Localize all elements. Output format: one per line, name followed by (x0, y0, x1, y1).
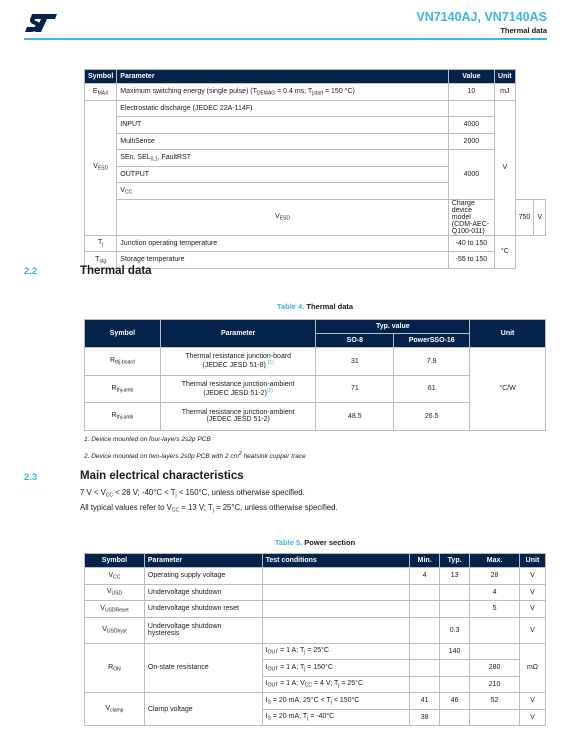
typ-cell: 46 (440, 693, 470, 710)
section-title: Thermal data (80, 265, 152, 277)
table-header-row (85, 70, 546, 84)
max-cell (470, 617, 520, 643)
col-symbol: Symbol (85, 554, 145, 568)
parameter-cell: OUTPUT (117, 166, 448, 183)
symbol-cell: $R_{thj-amb}$ (85, 375, 161, 403)
min-cell (410, 676, 440, 693)
col-unit: Unit (519, 554, 545, 568)
unit-cell: V (495, 100, 516, 235)
unit-cell: °C/W (470, 348, 546, 431)
conditions-line-2: All typical values refer to $V_{CC} = 13$ V; $T_j = 25^\circ C$, unless otherwise specified. (80, 503, 338, 514)
parameter-cell: Storage temperature (117, 252, 448, 269)
table-row (85, 117, 546, 134)
parameter-cell: Operating supply voltage (144, 568, 262, 585)
document-part-numbers: VN7140AJ, VN7140AS (416, 10, 547, 24)
absolute-ratings-table (84, 69, 546, 269)
typ-cell: 140 (440, 643, 470, 660)
col-symbol: Symbol (85, 320, 161, 348)
parameter-cell: Maximum switching energy (single pulse) ($T_{DEMAG} = 0.4$ ms; $T_{jstart} = 150$ °C) (117, 84, 448, 101)
col-parameter: Parameter (144, 554, 262, 568)
footnote-2: 2. Device mounted on two-layers 2s0p PCB with 2 $cm^2$ heatsink copper trace (84, 451, 306, 460)
symbol-cell: $V_{USDhyst}$ (85, 617, 145, 643)
col-max: Max. (470, 554, 520, 568)
min-cell: 41 (410, 693, 440, 710)
parameter-cell: $V_{CC}$ (117, 183, 448, 200)
section-number: 2.3 (24, 472, 38, 483)
test-cell (262, 568, 410, 585)
max-cell (470, 709, 520, 726)
value-cell: 31 (316, 348, 394, 376)
typ-cell (440, 601, 470, 618)
min-cell (410, 617, 440, 643)
value-cell: 26.5 (394, 403, 470, 431)
unit-cell: °C (495, 235, 516, 268)
value-cell: 61 (394, 375, 470, 403)
col-parameter: Parameter (117, 70, 448, 84)
col-min: Min. (410, 554, 440, 568)
value-cell: 2000 (448, 133, 494, 150)
test-cell: $I_{OUT} = 1$ A; $T_j = 150^\circ C$ (262, 660, 410, 677)
test-cell (262, 584, 410, 601)
max-cell: 210 (470, 676, 520, 693)
table-row (85, 568, 546, 585)
col-unit: Unit (470, 320, 546, 348)
min-cell (410, 660, 440, 677)
table-row (85, 133, 546, 150)
table-caption: Table 5. Power section (274, 538, 356, 547)
table-header-row (85, 320, 546, 334)
table-row (85, 693, 546, 710)
symbol-cell: $R_{ON}$ (85, 643, 145, 693)
parameter-cell: On-state resistance (144, 643, 262, 693)
unit-cell: V (519, 601, 545, 618)
parameter-cell: Undervoltage shutdown hysteresis (144, 617, 262, 643)
col-unit: Unit (495, 70, 516, 84)
max-cell: 52 (470, 693, 520, 710)
typ-cell: 0.3 (440, 617, 470, 643)
typ-cell (440, 584, 470, 601)
parameter-cell: MultiSense (117, 133, 448, 150)
col-value: Value (448, 70, 494, 84)
parameter-cell: Undervoltage shutdown reset (144, 601, 262, 618)
test-cell: $I_S = 20$ mA; $25^\circ C < T_j < 150^\circ C$ (262, 693, 410, 710)
unit-cell: V (534, 199, 546, 235)
min-cell: 4 (410, 568, 440, 585)
section-number: 2.2 (24, 266, 38, 277)
typ-cell: 13 (440, 568, 470, 585)
value-cell: -40 to 150 (448, 235, 494, 252)
parameter-cell: Clamp voltage (144, 693, 262, 726)
col-symbol: Symbol (85, 70, 117, 84)
parameter-cell: Electrostatic discharge (JEDEC 22A-114F) (117, 100, 448, 117)
table-row (85, 150, 546, 167)
table-caption: Table 4. Thermal data (276, 302, 354, 311)
section-title: Main electrical characteristics (80, 470, 244, 482)
unit-cell: V (519, 568, 545, 585)
parameter-cell: Thermal resistance junction-ambient (JEDEC JESD 51-2)$^{(2)}$ (160, 375, 316, 403)
symbol-cell: $V_{ESD}$ (85, 100, 117, 235)
parameter-cell: INPUT (117, 117, 448, 134)
value-cell: 7.9 (394, 348, 470, 376)
value-cell (448, 100, 494, 117)
parameter-cell: Thermal resistance junction-board (JEDEC JESD 51-8) $^{(1)}$ (160, 348, 316, 376)
min-cell: 38 (410, 709, 440, 726)
symbol-cell: $V_{clamp}$ (85, 693, 145, 726)
footnote-ref[interactable]: (2) (266, 387, 273, 394)
table-row (85, 235, 546, 252)
test-cell: $I_S = 20$ mA; $T_j = -40^\circ C$ (262, 709, 410, 726)
typ-cell (440, 709, 470, 726)
conditions-line-1: 7 $V < V_{CC} < 28$ V; $-40^\circ C < T_j < 150^\circ C$, unless otherwise specified. (80, 488, 305, 499)
value-cell: 4000 (448, 150, 494, 200)
col-powersso16: PowerSSO-16 (394, 334, 470, 348)
header-divider (24, 38, 547, 40)
table-header-row (85, 554, 546, 568)
parameter-cell: Junction operating temperature (117, 235, 448, 252)
value-cell: 10 (448, 84, 494, 101)
table-row (85, 84, 546, 101)
col-typ: Typ. (440, 554, 470, 568)
table-row (85, 199, 546, 235)
col-test-conditions: Test conditions (262, 554, 410, 568)
typ-cell (440, 660, 470, 677)
unit-cell: mΩ (519, 643, 545, 693)
parameter-cell: Thermal resistance junction-ambient (JEDEC JESD 51-2) (160, 403, 316, 431)
unit-cell: V (519, 617, 545, 643)
unit-cell: mJ (495, 84, 516, 101)
symbol-cell: $T_j$ (85, 235, 117, 252)
typ-cell (440, 676, 470, 693)
test-cell (262, 617, 410, 643)
footnote-1: 1. Device mounted on four-layers 2s2p PCB (84, 436, 211, 443)
col-typ-value: Typ. value (316, 320, 470, 334)
symbol-cell: $R_{thj-amb}$ (85, 403, 161, 431)
table-row (85, 252, 546, 269)
unit-cell: V (519, 584, 545, 601)
min-cell (410, 584, 440, 601)
parameter-cell: Charge device model (CDM-AEC-Q100-011) (448, 199, 494, 235)
min-cell (410, 601, 440, 618)
value-cell: 750 (515, 199, 534, 235)
st-logo-icon (24, 12, 58, 34)
col-so8: SO-8 (316, 334, 394, 348)
power-section-table (84, 553, 546, 726)
max-cell (470, 643, 520, 660)
symbol-cell: $V_{CC}$ (85, 568, 145, 585)
table-row (85, 100, 546, 117)
test-cell: $I_{OUT} = 1$ A; $V_{CC} = 4$ V; $T_j = 25^\circ C$ (262, 676, 410, 693)
table-row (85, 348, 546, 376)
footnote-ref[interactable]: (1) (267, 360, 274, 367)
parameter-cell: Undervoltage shutdown (144, 584, 262, 601)
max-cell: 280 (470, 660, 520, 677)
parameter-cell: SEn, $SEL_{0,1}$, FaultRST (117, 150, 448, 167)
max-cell: 4 (470, 584, 520, 601)
symbol-cell: $V_{USDReset}$ (85, 601, 145, 618)
test-cell: $I_{OUT} = 1$ A; $T_j = 25^\circ C$ (262, 643, 410, 660)
value-cell: 48.5 (316, 403, 394, 431)
col-parameter: Parameter (160, 320, 316, 348)
max-cell: 28 (470, 568, 520, 585)
symbol-cell: $E_{MAX}$ (85, 84, 117, 101)
test-cell (262, 601, 410, 618)
symbol-cell: $T_{stg}$ (85, 252, 117, 269)
table-row (85, 601, 546, 618)
symbol-cell: $V_{USD}$ (85, 584, 145, 601)
symbol-cell: $R_{thj-board}$ (85, 348, 161, 376)
unit-cell: V (519, 693, 545, 710)
value-cell: 71 (316, 375, 394, 403)
symbol-cell: $V_{ESD}$ (117, 199, 448, 235)
max-cell: 5 (470, 601, 520, 618)
table-row (85, 584, 546, 601)
table-row (85, 643, 546, 660)
value-cell: 4000 (448, 117, 494, 134)
table-row (85, 617, 546, 643)
value-cell: -55 to 150 (448, 252, 494, 269)
header-section-title: Thermal data (500, 26, 547, 35)
thermal-data-table (84, 319, 546, 431)
min-cell (410, 643, 440, 660)
unit-cell: V (519, 709, 545, 726)
